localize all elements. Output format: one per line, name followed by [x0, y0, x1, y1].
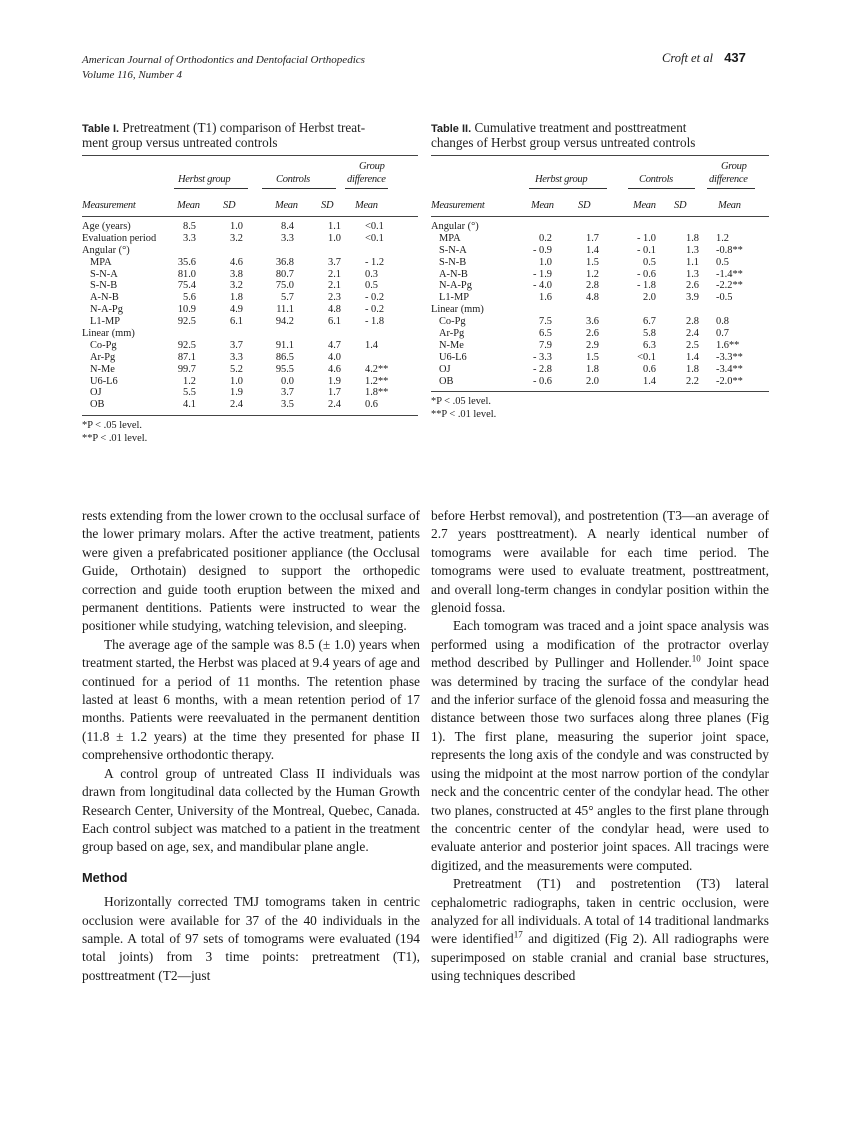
cell-group-diff: 0.5: [716, 256, 729, 268]
cell-controls-sd: 1.1: [686, 256, 699, 268]
col-header-mean: Mean: [275, 200, 298, 211]
cell-herbst-sd: 2.9: [586, 339, 599, 351]
table-2-footnotes: [431, 392, 769, 421]
running-authors: Croft et al: [662, 51, 713, 65]
cell-herbst-mean: 3.3: [183, 232, 196, 244]
cell-herbst-mean: - 0.9: [532, 244, 552, 256]
body-column-left: [82, 507, 420, 985]
cell-controls-sd: 2.6: [686, 280, 699, 292]
citation-ref: 17: [513, 929, 523, 940]
cell-controls-sd: 1.7: [328, 387, 341, 399]
table-row: [431, 340, 769, 352]
table-row: [431, 328, 769, 340]
table-row: [82, 269, 418, 281]
group-underline: [529, 188, 607, 189]
col-header-mean: Mean: [531, 200, 554, 211]
cell-controls-mean: 1.4: [643, 375, 656, 387]
paragraph: Horizontally corrected TMJ tomograms taken in centric occlusion were available for 37 of the 40 individuals in the sample. A total of 97 sets of tomograms were evaluated (194 total joints) from 3 time points: pretreatment (T1), posttreatment (T2—just: [82, 894, 420, 983]
col-header-sd: SD: [578, 200, 591, 211]
cell-controls-sd: 4.8: [328, 304, 341, 316]
group-header-diff-1: Group: [721, 161, 747, 172]
group-header-diff-2: difference: [347, 174, 386, 185]
table-row: [82, 257, 418, 269]
cell-herbst-sd: 1.7: [586, 232, 599, 244]
cell-herbst-mean: 87.1: [177, 351, 196, 363]
running-header: [82, 53, 365, 83]
table-row: [82, 376, 418, 388]
cell-controls-mean: - 1.8: [636, 280, 656, 292]
table-row: [82, 316, 418, 328]
table-row: [82, 352, 418, 364]
cell-controls-sd: 1.3: [686, 244, 699, 256]
cell-group-diff: <0.1: [365, 232, 384, 244]
cell-measurement: N-Me: [90, 363, 115, 375]
cell-controls-mean: 36.8: [275, 256, 294, 268]
cell-group-diff: 0.5: [365, 280, 378, 292]
cell-group-diff: -0.8**: [716, 244, 743, 256]
group-header-controls: Controls: [639, 174, 673, 185]
paragraph: before Herbst removal), and postretention (T3—an average of 2.7 years posttreatment). A nearly identical number of tomograms were available for each time period. The tomograms were used to evaluate treatment, posttreatment, and overall long-term changes in condylar position within the glenoid fossa.: [431, 508, 769, 616]
cell-herbst-mean: 92.5: [177, 316, 196, 328]
cell-group-diff: 1.2: [716, 232, 729, 244]
cell-controls-mean: 80.7: [275, 268, 294, 280]
cell-controls-mean: 86.5: [275, 351, 294, 363]
page-number: 437: [724, 50, 746, 65]
cell-group-diff: 1.2**: [365, 375, 389, 387]
cell-controls-mean: 0.6: [643, 363, 656, 375]
cell-herbst-sd: 1.9: [230, 387, 243, 399]
cell-herbst-mean: 75.4: [177, 280, 196, 292]
group-header-herbst: Herbst group: [178, 174, 231, 185]
table-row: [431, 280, 769, 292]
table-row: [431, 269, 769, 281]
cell-herbst-mean: 5.6: [183, 292, 196, 304]
cell-herbst-sd: 1.5: [586, 256, 599, 268]
table-2-label: Table II.: [431, 123, 472, 135]
cell-herbst-mean: 81.0: [177, 268, 196, 280]
group-underline: [174, 188, 248, 189]
cell-herbst-sd: 3.2: [230, 232, 243, 244]
cell-measurement: MPA: [439, 232, 461, 244]
cell-herbst-sd: 4.8: [586, 292, 599, 304]
cell-controls-mean: 75.0: [275, 280, 294, 292]
group-header-controls: Controls: [276, 174, 310, 185]
journal-title: American Journal of Orthodontics and Dentofacial Orthopedics: [82, 54, 365, 66]
body-column-right: [431, 507, 769, 986]
cell-measurement: S-N-B: [439, 256, 467, 268]
cell-controls-mean: 3.7: [281, 387, 294, 399]
table-row: [82, 221, 418, 233]
cell-measurement: Co-Pg: [90, 339, 117, 351]
footnote: **P < .01 level.: [431, 408, 497, 420]
cell-controls-sd: 1.9: [328, 375, 341, 387]
cell-group-diff: -2.2**: [716, 280, 743, 292]
table-1-label: Table I.: [82, 123, 120, 135]
cell-group-diff: -0.5: [716, 292, 733, 304]
cell-controls-mean: 6.7: [643, 316, 656, 328]
cell-herbst-mean: 1.0: [539, 256, 552, 268]
cell-group-diff: - 1.2: [365, 256, 385, 268]
page-header-right: [662, 50, 746, 66]
cell-controls-sd: 1.3: [686, 268, 699, 280]
cell-herbst-sd: 6.1: [230, 316, 243, 328]
cell-controls-sd: 2.5: [686, 339, 699, 351]
cell-measurement: MPA: [90, 256, 112, 268]
cell-controls-mean: 2.0: [643, 292, 656, 304]
cell-controls-sd: 4.7: [328, 339, 341, 351]
cell-controls-sd: 3.7: [328, 256, 341, 268]
cell-controls-sd: 4.6: [328, 363, 341, 375]
group-header-diff-1: Group: [359, 161, 385, 172]
journal-volume: Volume 116, Number 4: [82, 69, 183, 81]
cell-herbst-mean: 99.7: [177, 363, 196, 375]
table-1-footnotes: [82, 416, 418, 445]
cell-controls-mean: - 0.1: [636, 244, 656, 256]
cell-herbst-sd: 4.6: [230, 256, 243, 268]
cell-controls-sd: 6.1: [328, 316, 341, 328]
cell-controls-mean: 0.5: [643, 256, 656, 268]
cell-herbst-sd: 2.6: [586, 328, 599, 340]
group-header-herbst: Herbst group: [535, 174, 588, 185]
cell-controls-mean: 91.1: [275, 339, 294, 351]
cell-group-diff: - 1.8: [365, 316, 385, 328]
cell-herbst-sd: 1.0: [230, 375, 243, 387]
cell-measurement: A-N-B: [90, 292, 119, 304]
cell-controls-sd: 1.0: [328, 232, 341, 244]
cell-measurement: OJ: [90, 387, 102, 399]
cell-group-diff: - 0.2: [365, 304, 385, 316]
cell-controls-sd: 2.3: [328, 292, 341, 304]
cell-herbst-sd: 3.3: [230, 351, 243, 363]
paragraph: rests extending from the lower crown to the occlusal surface of the lower primary molars. After the active treatment, patients were given a prefabricated positioner appliance (the Occlusal Guide, Orthotain) designed to support the orthopedic correction and guide tooth eruption between the mixed and permanent dentitions. Patients were instructed to wear the positioner while studying, watching television, and sleeping.: [82, 508, 420, 634]
cell-herbst-mean: - 0.6: [532, 375, 552, 387]
table-row: [82, 328, 418, 340]
footnote: **P < .01 level.: [82, 432, 148, 444]
cell-measurement: Ar-Pg: [439, 328, 465, 340]
table-1-header: [82, 156, 418, 216]
col-header-mean: Mean: [177, 200, 200, 211]
col-header-mean: Mean: [718, 200, 741, 211]
table-row: [431, 292, 769, 304]
cell-herbst-sd: 1.8: [586, 363, 599, 375]
cell-measurement: Linear (mm): [431, 304, 484, 316]
col-header-mean: Mean: [355, 200, 378, 211]
table-row: [82, 233, 418, 245]
cell-controls-sd: 1.4: [686, 351, 699, 363]
table-2-caption: Table II. Cumulative treatment and posttreatment changes of Herbst group versus untreated controls: [431, 120, 696, 150]
cell-herbst-sd: 1.8: [230, 292, 243, 304]
group-underline: [262, 188, 336, 189]
section-heading-method: Method: [82, 869, 128, 885]
cell-herbst-sd: 1.2: [586, 268, 599, 280]
table-2-header: [431, 156, 769, 216]
table-row: [431, 304, 769, 316]
cell-measurement: L1-MP: [439, 292, 470, 304]
cell-measurement: Co-Pg: [439, 316, 466, 328]
cell-controls-mean: 3.5: [281, 399, 294, 411]
cell-herbst-mean: 1.2: [183, 375, 196, 387]
cell-measurement: L1-MP: [90, 316, 121, 328]
table-row: [431, 316, 769, 328]
table-2: [431, 121, 769, 421]
table-row: [431, 257, 769, 269]
cell-measurement: U6-L6: [439, 351, 467, 363]
table-row: [82, 304, 418, 316]
cell-controls-sd: 2.1: [328, 280, 341, 292]
cell-group-diff: <0.1: [365, 221, 384, 232]
table-row: [82, 340, 418, 352]
cell-herbst-mean: - 3.3: [532, 351, 552, 363]
cell-herbst-mean: 6.5: [539, 328, 552, 340]
cell-herbst-sd: 2.4: [230, 399, 243, 411]
table-1-caption: Table I. Pretreatment (T1) comparison of Herbst treat- ment group versus untreated controls: [82, 120, 366, 150]
paragraph: Pretreatment (T1) and postretention (T3) lateral cephalometric radiographs, taken in centric occlusion, were analyzed for all individuals. A total of 14 traditional landmarks were identified$^{17}$ and digitized (Fig 2). All radiographs were superimposed on stable cranial and cranial base structures, using techniques described: [431, 876, 769, 984]
cell-controls-mean: <0.1: [637, 351, 656, 363]
cell-herbst-mean: - 2.8: [532, 363, 552, 375]
cell-measurement: N-Me: [439, 339, 464, 351]
cell-herbst-mean: 4.1: [183, 399, 196, 411]
cell-controls-mean: 6.3: [643, 339, 656, 351]
col-header-sd: SD: [321, 200, 334, 211]
table-row: [431, 221, 769, 233]
cell-herbst-mean: 92.5: [177, 339, 196, 351]
table-1-body: [82, 217, 418, 411]
cell-controls-sd: 4.0: [328, 351, 341, 363]
cell-herbst-mean: 8.5: [183, 221, 196, 232]
cell-controls-sd: 2.2: [686, 375, 699, 387]
footnote: *P < .05 level.: [431, 396, 492, 408]
cell-group-diff: 0.8: [716, 316, 729, 328]
cell-herbst-sd: 3.6: [586, 316, 599, 328]
cell-controls-sd: 2.1: [328, 268, 341, 280]
cell-controls-sd: 1.8: [686, 232, 699, 244]
cell-controls-mean: 11.1: [276, 304, 294, 316]
col-header-measurement: Measurement: [431, 200, 485, 211]
table-row: [431, 376, 769, 388]
cell-measurement: A-N-B: [439, 268, 468, 280]
cell-controls-sd: 2.8: [686, 316, 699, 328]
cell-controls-mean: 94.2: [275, 316, 294, 328]
cell-controls-sd: 2.4: [686, 328, 699, 340]
cell-controls-mean: - 0.6: [636, 268, 656, 280]
cell-controls-sd: 1.8: [686, 363, 699, 375]
cell-herbst-sd: 3.7: [230, 339, 243, 351]
cell-herbst-mean: 10.9: [177, 304, 196, 316]
paragraph: The average age of the sample was 8.5 (± 1.0) years when treatment started, the Herbst was placed at 9.4 years of age and continued for a period of 11 months. The retention phase lasted at least 6 months, with a mean retention period of 17 months. Patients were reevaluated in the permanent dentition (11.8 ± 1.2 years) at the time they presented for phase II comprehensive orthodontic therapy.: [82, 636, 420, 763]
cell-controls-sd: 2.4: [328, 399, 341, 411]
cell-measurement: OJ: [439, 363, 451, 375]
cell-measurement: N-A-Pg: [439, 280, 472, 292]
table-row: [82, 387, 418, 399]
cell-herbst-sd: 2.0: [586, 375, 599, 387]
cell-measurement: Linear (mm): [82, 328, 135, 340]
cell-controls-sd: 3.9: [686, 292, 699, 304]
cell-group-diff: 0.3: [365, 268, 378, 280]
col-header-sd: SD: [223, 200, 236, 211]
cell-herbst-sd: 2.8: [586, 280, 599, 292]
cell-measurement: U6-L6: [90, 375, 118, 387]
cell-herbst-mean: 5.5: [183, 387, 196, 399]
cell-herbst-sd: 5.2: [230, 363, 243, 375]
cell-group-diff: 1.8**: [365, 387, 389, 399]
cell-measurement: S-N-B: [90, 280, 118, 292]
cell-herbst-sd: 4.9: [230, 304, 243, 316]
cell-herbst-mean: 0.2: [539, 232, 552, 244]
cell-measurement: OB: [90, 399, 105, 411]
citation-ref: 10: [691, 653, 701, 664]
cell-group-diff: 1.6**: [716, 339, 740, 351]
cell-herbst-mean: - 4.0: [532, 280, 552, 292]
group-underline: [345, 188, 388, 189]
table-row: [82, 399, 418, 411]
cell-herbst-sd: 1.0: [230, 221, 243, 232]
cell-controls-mean: 5.8: [643, 328, 656, 340]
cell-measurement: Age (years): [82, 221, 131, 232]
cell-herbst-sd: 3.8: [230, 268, 243, 280]
cell-controls-mean: - 1.0: [636, 232, 656, 244]
cell-herbst-mean: - 1.9: [532, 268, 552, 280]
cell-herbst-mean: 1.6: [539, 292, 552, 304]
table-row: [82, 292, 418, 304]
table-1: [82, 121, 418, 445]
table-row: [431, 352, 769, 364]
cell-measurement: Angular (°): [82, 244, 130, 256]
group-underline: [707, 188, 755, 189]
table-row: [431, 364, 769, 376]
group-header-diff-2: difference: [709, 174, 748, 185]
cell-measurement: N-A-Pg: [90, 304, 123, 316]
col-header-mean: Mean: [633, 200, 656, 211]
cell-herbst-mean: 35.6: [177, 256, 196, 268]
cell-herbst-mean: 7.5: [539, 316, 552, 328]
cell-group-diff: 0.7: [716, 328, 729, 340]
col-header-sd: SD: [674, 200, 687, 211]
cell-controls-mean: 0.0: [281, 375, 294, 387]
cell-group-diff: -3.3**: [716, 351, 743, 363]
table-row: [431, 233, 769, 245]
paragraph: A control group of untreated Class II individuals was drawn from longitudinal data collected by the Human Growth Research Center, University of the Montreal, Quebec, Canada. Each control subject was matched to a patient in the treatment group based on age, sex, and mandibular plane angle.: [82, 765, 420, 855]
cell-group-diff: -1.4**: [716, 268, 743, 280]
paragraph: Each tomogram was traced and a joint space analysis was performed using a modification of the protractor overlay method described by Pullinger and Hollender.$^{10}$ Joint space was determined by tracing the surface of the condylar head and the inferior surface of the glenoid fossa and measuring the distance between those two surfaces along three planes (Fig 1). The first plane, measuring the superior joint space, represents the long axis of the condyle and was constructed by using the midpoint at the most narrow portion of the condylar neck and the concentric center of the condylar head. The other two planes, constructed at 45° angles to the first plane through the concentric center of the condylar head, were used to evaluate anterior and posterior joint spaces. All tracings were digitized, and the measurements were computed.: [431, 618, 770, 873]
table-row: [431, 245, 769, 257]
cell-group-diff: -2.0**: [716, 375, 743, 387]
cell-measurement: S-N-A: [439, 244, 467, 256]
cell-herbst-mean: 7.9: [539, 339, 552, 351]
cell-herbst-sd: 1.5: [586, 351, 599, 363]
cell-group-diff: -3.4**: [716, 363, 743, 375]
cell-group-diff: 4.2**: [365, 363, 389, 375]
cell-measurement: Evaluation period: [82, 232, 157, 244]
cell-group-diff: - 0.2: [365, 292, 385, 304]
group-underline: [628, 188, 695, 189]
cell-controls-mean: 8.4: [281, 221, 294, 232]
cell-controls-mean: 3.3: [281, 232, 294, 244]
cell-group-diff: 1.4: [365, 339, 378, 351]
cell-measurement: S-N-A: [90, 268, 118, 280]
cell-controls-mean: 95.5: [275, 363, 294, 375]
table-row: [82, 280, 418, 292]
table-2-body: [431, 217, 769, 387]
cell-herbst-sd: 3.2: [230, 280, 243, 292]
footnote: *P < .05 level.: [82, 420, 143, 432]
cell-group-diff: 0.6: [365, 399, 378, 411]
cell-herbst-sd: 1.4: [586, 244, 599, 256]
cell-measurement: Ar-Pg: [90, 351, 116, 363]
table-row: [82, 245, 418, 257]
cell-controls-mean: 5.7: [281, 292, 294, 304]
table-row: [82, 364, 418, 376]
cell-measurement: OB: [439, 375, 454, 387]
cell-measurement: Angular (°): [431, 221, 479, 232]
col-header-measurement: Measurement: [82, 200, 136, 211]
cell-controls-sd: 1.1: [328, 221, 341, 232]
